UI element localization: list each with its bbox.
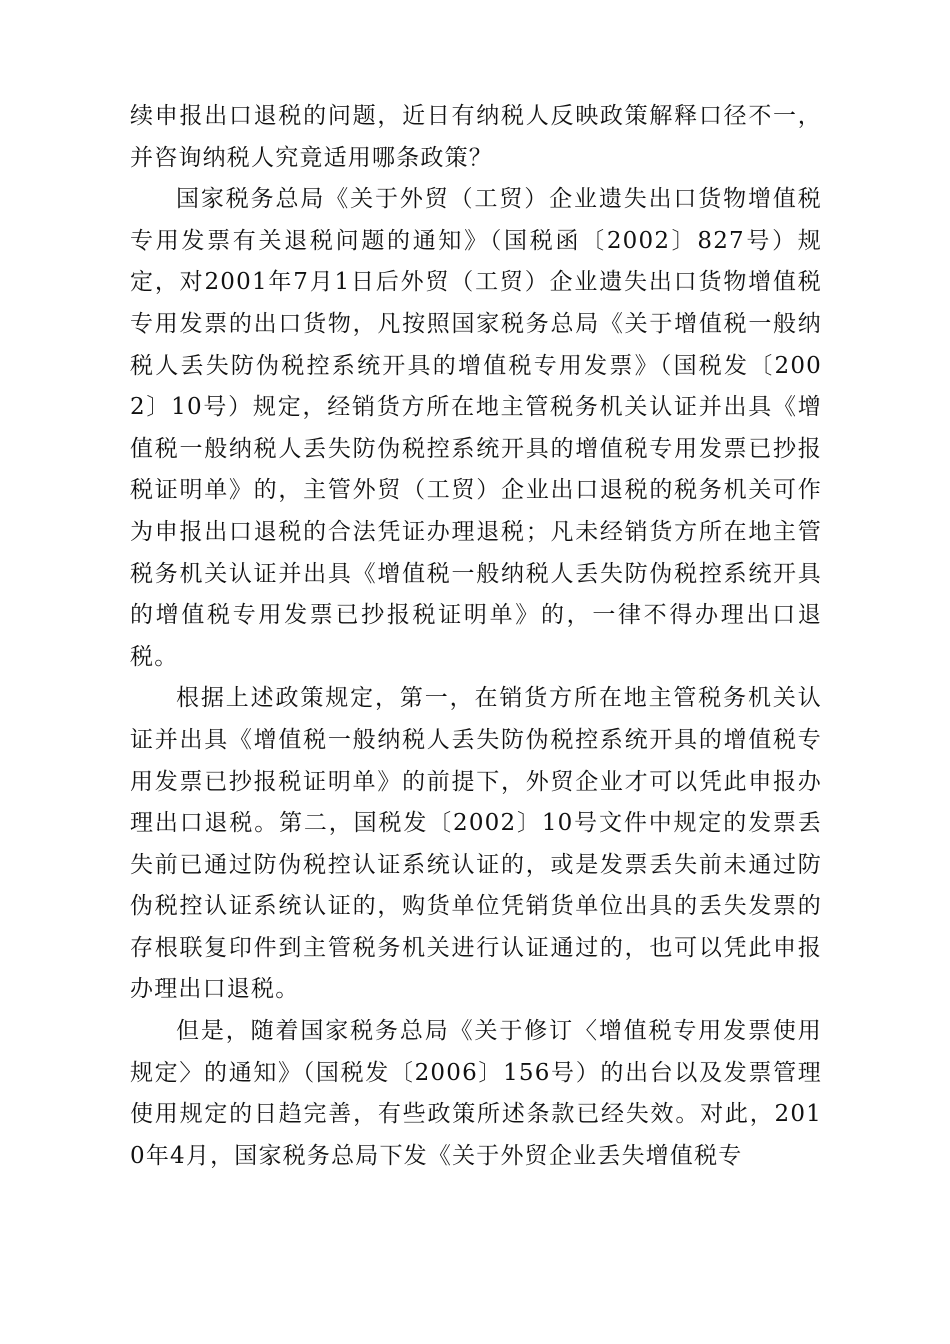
paragraph-3: 根据上述政策规定，第一，在销货方所在地主管税务机关认证并出具《增值税一般纳税人丢失防伪税控系统开具的增值税专用发票已抄报税证明单》的前提下，外贸企业才可以凭此申报办理出口退税。第二，国税发〔2002〕10号文件中规定的发票丢失前已通过防伪税控认证系统认证的，或是发票丢失前未通过防伪税控认证系统认证的，购货单位凭销货单位出具的丢失发票的存根联复印件到主管税务机关进行认证通过的，也可以凭此申报办理出口退税。 bbox=[130, 685, 822, 1003]
paragraph-2: 国家税务总局《关于外贸（工贸）企业遗失出口货物增值税专用发票有关退税问题的通知》（国税函〔2002〕827号）规定，对2001年7月1日后外贸（工贸）企业遗失出口货物增值税专用发票的出口货物，凡按照国家税务总局《关于增值税一般纳税人丢失防伪税控系统开具的增值税专用发票》（国税发〔2002〕10号）规定，经销货方所在地主管税务机关认证并出具《增值税一般纳税人丢失防伪税控系统开具的增值税专用发票已抄报税证明单》的，主管外贸（工贸）企业出口退税的税务机关可作为申报出口退税的合法凭证办理退税；凡未经销货方所在地主管税务机关认证并出具《增值税一般纳税人丢失防伪税控系统开具的增值税专用发票已抄报税证明单》的，一律不得办理出口退税。 bbox=[130, 186, 822, 670]
document-page bbox=[130, 96, 822, 1177]
paragraph-4: 但是，随着国家税务总局《关于修订〈增值税专用发票使用规定〉的通知》（国税发〔2006〕156号）的出台以及发票管理使用规定的日趋完善，有些政策所述条款已经失效。对此，2010年4月，国家税务总局下发《关于外贸企业丢失增值税专 bbox=[130, 1018, 822, 1169]
paragraph-1: 续申报出口退税的问题，近日有纳税人反映政策解释口径不一，并咨询纳税人究竟适用哪条政策？ bbox=[130, 103, 822, 171]
